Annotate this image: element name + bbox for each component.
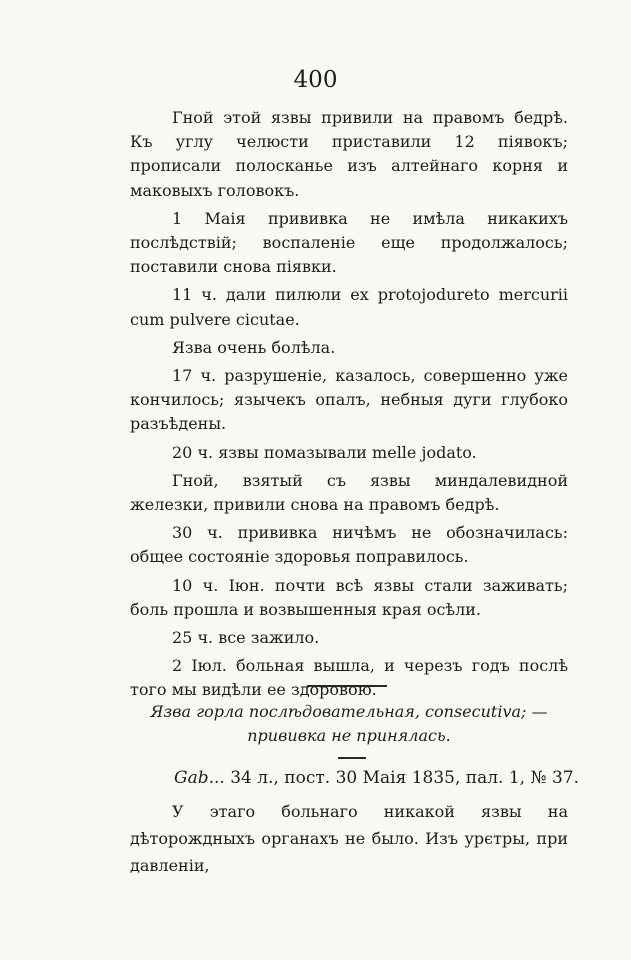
- paragraph-line: 30 ч. прививка ничѣмъ не обозначилась: общее состояніе здоровья поправилось.: [130, 523, 568, 567]
- patient-name: Gab...: [174, 768, 225, 788]
- case-details: 34 л., пост. 30 Маія 1835, пал. 1, № 37.: [230, 768, 580, 788]
- case-header: [174, 768, 580, 788]
- paragraph-3: [130, 283, 568, 331]
- paragraph-line: Язва очень болѣла.: [172, 337, 336, 357]
- paragraph-9: [130, 574, 568, 622]
- paragraph-line: 10 ч. Іюн. почти всѣ язвы стали заживать; боль прошла и возвышенныя края осѣли.: [130, 575, 568, 619]
- paragraph-line: 2 Іюл. больная вышла, и черезъ годъ послѣ того мы видѣли ее здоровою.: [130, 656, 568, 700]
- paragraph-6: [130, 441, 568, 465]
- paragraph-1: [130, 106, 568, 203]
- paragraph-line: 25 ч. все зажило.: [172, 628, 320, 648]
- paragraph-11: [130, 654, 568, 702]
- paragraph-line: 11 ч. дали пилюли ex protojodureto mercurii cum pulvere cicutae.: [130, 285, 568, 329]
- lower-paragraph: У этаго больнаго никакой язвы на дѣторождныхъ органахъ не было. Изъ урєтры, при давленіи,: [130, 802, 568, 875]
- section-divider: [307, 685, 387, 687]
- paragraph-5: [130, 364, 568, 437]
- lower-text: [130, 798, 568, 879]
- case-divider: [338, 757, 366, 759]
- paragraph-10: [130, 626, 568, 650]
- paragraph-line: Къ углу челюсти приставили 12 піявокъ; прописали полосканье изъ алтейнаго корня и маковыхъ головокъ.: [130, 132, 568, 200]
- paragraph-line: 17 ч. разрушеніе, казалось, совершенно уже кончилось; язычекъ опалъ, небныя дуги глубоко разъѣдены.: [130, 366, 568, 434]
- section-heading: Язва горла послѣдовательная, consecutiva; — прививка не принялась.: [150, 702, 548, 745]
- paragraph-line: 20 ч. язвы помазывали melle jodato.: [172, 442, 477, 462]
- paragraph-line: Гной этой язвы привили на правомъ бедрѣ.: [172, 108, 568, 127]
- page-number: 400: [293, 67, 338, 93]
- body-text: [130, 106, 568, 703]
- paragraph-2: [130, 207, 568, 280]
- paragraph-line: 1 Маія прививка не имѣла никакихъ послѣдствій; воспаленіе еще продолжалось; поставили снова піявки.: [130, 208, 568, 277]
- paragraph-line: Гной, взятый съ язвы миндалевидной железки, привили снова на правомъ бедрѣ.: [130, 470, 568, 515]
- paragraph-7: [130, 469, 568, 517]
- paragraph-4: [130, 336, 568, 360]
- paragraph-8: [130, 521, 568, 569]
